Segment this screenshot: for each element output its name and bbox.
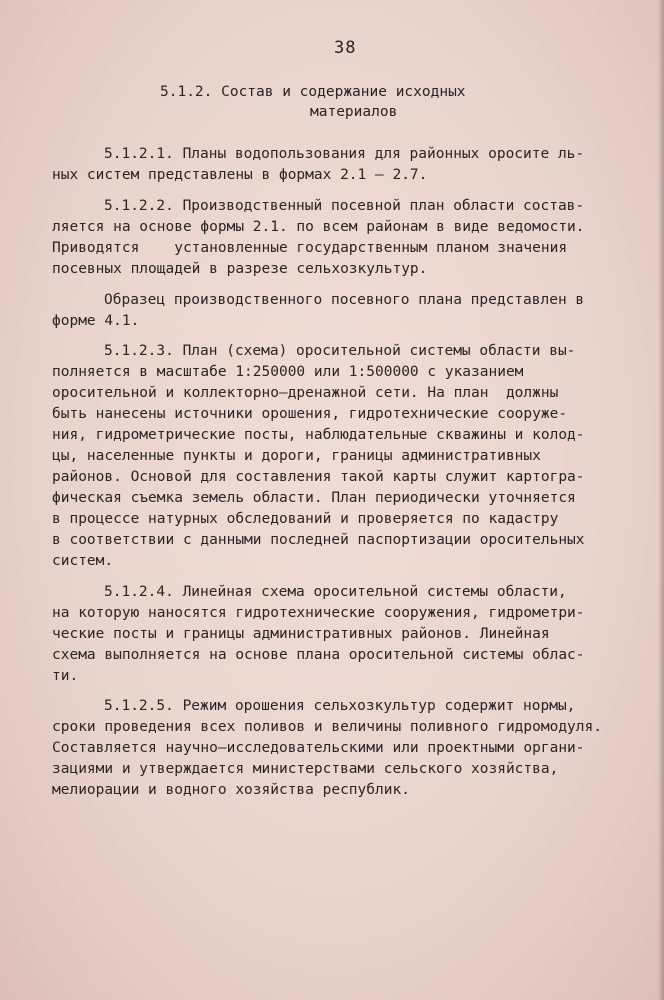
body-line: в процессе натурных обследований и проверяется по кадастру [52,511,559,527]
body-line: форме 4.1. [52,313,140,329]
body-line: цы, населенные пункты и дороги, границы административных [52,448,541,464]
section-heading-line-1: 5.1.2. Состав и содержание исходных [160,84,466,100]
body-line: ляется на основе формы 2.1. по всем районам в виде ведомости. [52,219,585,235]
body-line: фическая съемка земель области. План периодически уточняется [52,490,576,506]
body-line: полняется в масштабе 1:250000 или 1:500000 с указанием [52,364,524,380]
page-edge-shadow [658,0,664,1000]
body-line: посевных площадей в разрезе сельхозкультур. [52,261,428,277]
body-line: в соответствии с данными последней паспортизации оросительных [52,532,585,548]
body-line: 5.1.2.4. Линейная схема оросительной системы области, [104,584,567,600]
body-line: Составляется научно–исследовательскими или проектными органи- [52,740,585,756]
body-line: 5.1.2.1. Планы водопользования для районных оросите ль- [104,146,585,162]
body-line: схема выполняется на основе плана оросительной системы облас- [52,647,585,663]
body-line: 5.1.2.2. Производственный посевной план области состав- [104,198,585,214]
body-line: районов. Основой для составления такой карты служит картогра- [52,469,585,485]
body-line: мелиорации и водного хозяйства республик. [52,782,410,798]
body-line: 5.1.2.5. Режим орошения сельхозкультур содержит нормы, [104,698,576,714]
body-line: 5.1.2.3. План (схема) оросительной системы области вы- [104,343,576,359]
body-line: ческие посты и границы административных районов. Линейная [52,626,550,642]
body-line: систем. [52,553,114,569]
body-line: сроки проведения всех поливов и величины поливного гидромодуля. [52,719,602,735]
body-line: оросительной и коллекторно–дренажной сети. На план должны [52,385,559,401]
body-line: Образец производственного посевного плана представлен в [104,292,585,308]
page-number: 38 [334,38,357,58]
body-line: на которую наносятся гидротехнические сооружения, гидрометри- [52,605,585,621]
body-line: быть нанесены источники орошения, гидротехнические сооруже- [52,406,568,422]
body-line: ти. [52,668,79,684]
body-line: зациями и утверждается министерствами сельского хозяйства, [52,761,559,777]
body-line: ния, гидрометрические посты, наблюдательные скважины и колод- [52,427,585,443]
body-line: Приводятся установленные государственным планом значения [52,240,568,256]
section-heading-line-2: материалов [310,104,398,120]
body-line: ных систем представлены в формах 2.1 – 2.7. [52,167,428,183]
